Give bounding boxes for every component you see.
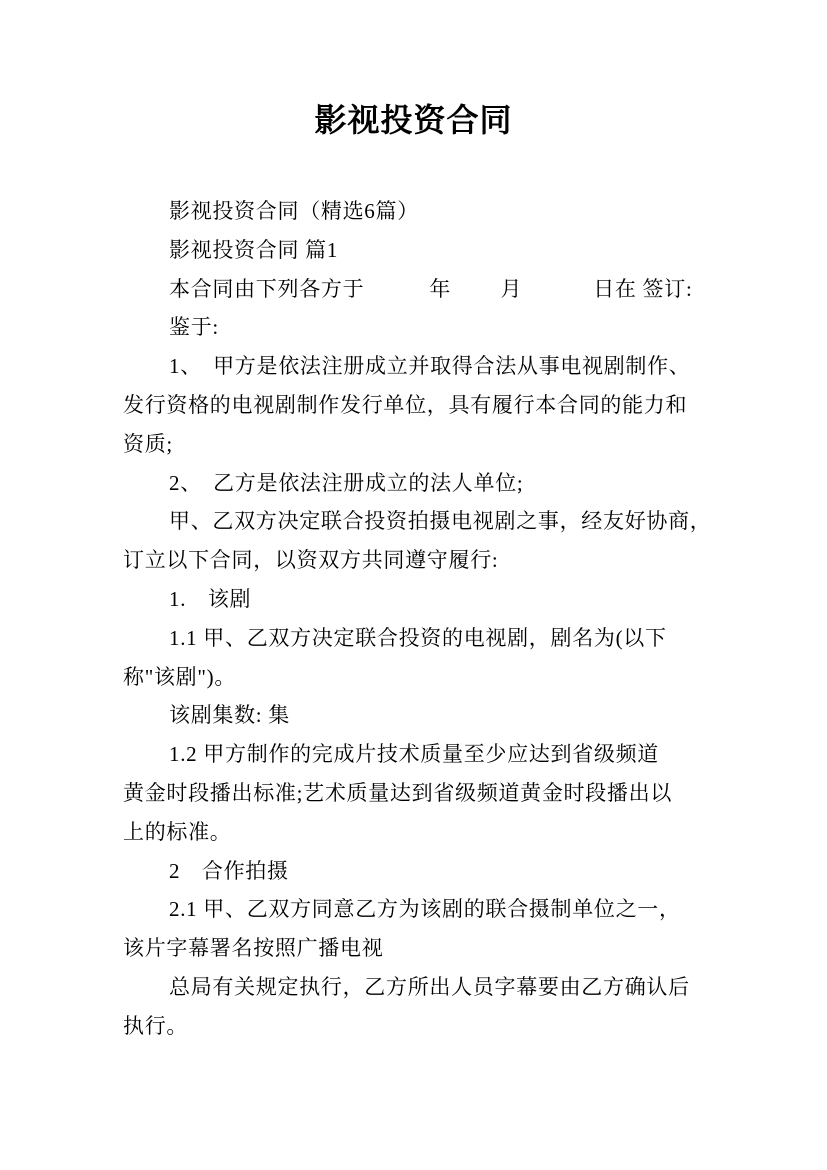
document-line: 1.1 甲、乙双方决定联合投资的电视剧，剧名为(以下 (169, 625, 667, 650)
document-body (123, 192, 773, 1046)
document-title: 影视投资合同 (314, 102, 513, 138)
document-line: 1、 甲方是依法注册成立并取得合法从事电视剧制作、 (169, 354, 691, 379)
document-line: 发行资格的电视剧制作发行单位，具有履行本合同的能力和 (123, 392, 688, 417)
document-line: 2.1 甲、乙双方同意乙方为该剧的联合摄制单位之一， (169, 897, 681, 922)
document-line: 1.2 甲方制作的完成片技术质量至少应达到省级频道 (169, 742, 659, 767)
document-line: 2 合作拍摄 (169, 858, 289, 883)
document-line: 称"该剧")。 (123, 664, 237, 689)
document-line: 执行。 (123, 1013, 189, 1038)
document-line: 影视投资合同（精选6篇） (169, 199, 419, 223)
document-line: 鉴于: (169, 315, 219, 340)
document-line: 上的标准。 (123, 819, 232, 844)
document-line: 资质; (123, 431, 173, 456)
document-line: 总局有关规定执行，乙方所出人员字幕要由乙方确认后 (169, 974, 690, 999)
document-line: 该剧集数: 集 (169, 703, 290, 728)
document-line: 1. 该剧 (169, 586, 252, 611)
document-line: 影视投资合同 篇1 (169, 237, 339, 262)
document-line: 本合同由下列各方于 年 月 日在 签订: (169, 276, 693, 301)
document-line: 2、 乙方是依法注册成立的法人单位; (169, 470, 524, 495)
document-line: 订立以下合同，以资双方共同遵守履行: (123, 548, 499, 573)
document-line: 黄金时段播出标准;艺术质量达到省级频道黄金时段播出以 (123, 780, 673, 805)
document-line: 甲、乙双方决定联合投资拍摄电视剧之事，经友好协商， (169, 509, 712, 534)
document-line: 该片字幕署名按照广播电视 (123, 936, 384, 961)
